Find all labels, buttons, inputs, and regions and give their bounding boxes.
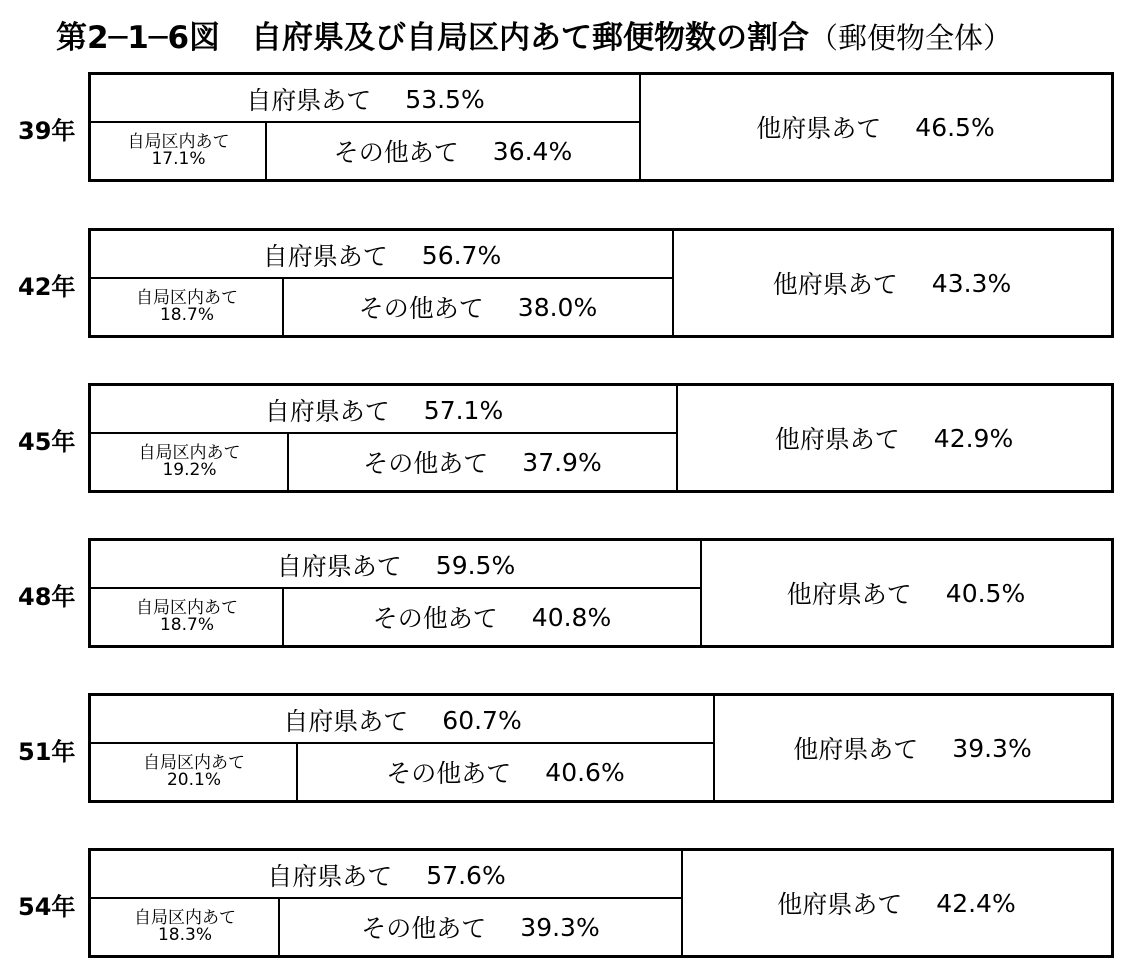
divider-horizontal [91,277,673,279]
divider-vertical [282,589,284,645]
segment-label: その他あて [333,138,459,167]
bar-segment-other-pref [701,541,1111,645]
segment-value: 39.3% [952,733,1032,763]
segment-value: 17.1% [151,149,206,169]
bar-segment-own-other [297,744,714,800]
segment-label: 自局区内あて [136,598,238,618]
segment-value: 19.2% [162,460,217,480]
chart-title: 第2─1─6図 自府県及び自局区内あて郵便物数の割合 [56,20,810,56]
stacked-bar [88,383,1114,493]
segment-label: 他府県あて [756,114,882,143]
divider-vertical [265,123,267,179]
segment-label: 自局区内あて [134,908,236,928]
segment-value: 57.6% [426,860,506,890]
bar-segment-other-pref [640,75,1111,179]
segment-label: 他府県あて [774,425,900,454]
segment-label: 自局区内あて [136,288,238,308]
segment-value: 18.7% [159,305,214,325]
segment-value: 59.5% [435,550,516,580]
bar-segment-own-local [91,123,266,179]
segment-value: 18.3% [157,925,212,945]
divider-vertical [681,851,683,955]
bar-segment-other-pref [673,231,1111,335]
segment-value: 46.5% [915,112,995,142]
divider-vertical [287,434,289,490]
segment-label: 自局区内あて [127,132,230,152]
bar-segment-other-pref [677,386,1111,490]
year-label: 42年 [18,273,76,301]
divider-vertical [672,231,674,335]
bar-segment-own-pref [91,696,714,744]
stacked-bar [88,228,1114,338]
segment-value: 57.1% [423,395,504,425]
stacked-bar [88,538,1114,648]
bar-segment-own-local [91,279,283,335]
year-label: 39年 [18,117,76,145]
divider-horizontal [91,742,714,744]
bar-segment-own-other [266,123,640,179]
segment-value: 43.3% [931,268,1012,298]
bar-segment-own-other [288,434,677,490]
bar-segment-own-other [283,589,701,645]
divider-vertical [296,744,298,800]
segment-label: 他府県あて [772,270,898,299]
segment-label: その他あて [358,294,484,323]
stacked-bar [88,848,1114,958]
chart-subtitle: （郵便物全体） [809,21,1013,55]
bar-segment-own-local [91,899,279,955]
segment-value: 60.7% [442,705,522,735]
segment-label: 自局区内あて [138,443,241,463]
bar-segment-other-pref [714,696,1111,800]
segment-value: 42.4% [936,888,1016,918]
segment-label: 自府県あて [264,397,390,426]
divider-vertical [639,75,641,179]
segment-label: その他あて [372,604,498,633]
segment-label: 自府県あて [262,242,388,271]
segment-label: その他あて [386,759,512,788]
stacked-bar [88,693,1114,803]
segment-label: その他あて [361,914,487,943]
segment-value: 18.7% [159,615,214,635]
bar-segment-own-pref [91,75,640,123]
divider-vertical [282,279,284,335]
divider-vertical [278,899,280,955]
segment-value: 38.0% [517,292,598,322]
year-label: 45年 [18,428,76,456]
bar-segment-own-other [283,279,673,335]
bar-segment-other-pref [682,851,1111,955]
divider-horizontal [91,897,682,899]
year-label: 48年 [18,583,76,611]
segment-label: その他あて [363,449,489,478]
bar-segment-own-local [91,434,288,490]
stacked-bar [88,72,1114,182]
divider-horizontal [91,432,677,434]
segment-label: 他府県あて [786,580,912,609]
segment-value: 40.6% [545,757,625,787]
segment-label: 他府県あて [793,735,919,764]
divider-vertical [700,541,702,645]
bar-segment-own-pref [91,851,682,899]
bar-segment-own-pref [91,541,701,589]
segment-value: 20.1% [166,770,221,790]
segment-value: 40.8% [531,602,612,632]
year-label: 54年 [18,893,76,921]
segment-label: 自府県あて [267,862,393,891]
segment-value: 53.5% [405,84,485,114]
segment-value: 42.9% [933,423,1014,453]
segment-label: 自府県あて [246,86,372,115]
segment-value: 36.4% [492,136,573,166]
segment-label: 他府県あて [777,890,903,919]
bar-segment-own-local [91,589,283,645]
bar-segment-own-local [91,744,297,800]
segment-label: 自局区内あて [143,753,245,773]
year-label: 51年 [18,738,76,766]
divider-horizontal [91,121,640,123]
bar-segment-own-other [279,899,682,955]
segment-label: 自府県あて [283,707,409,736]
segment-value: 39.3% [520,912,600,942]
divider-horizontal [91,587,701,589]
divider-vertical [676,386,678,490]
divider-vertical [713,696,715,800]
bar-segment-own-pref [91,231,673,279]
segment-value: 37.9% [522,447,602,477]
segment-value: 56.7% [421,240,502,270]
segment-label: 自府県あて [276,552,402,581]
bar-segment-own-pref [91,386,677,434]
segment-value: 40.5% [945,578,1026,608]
